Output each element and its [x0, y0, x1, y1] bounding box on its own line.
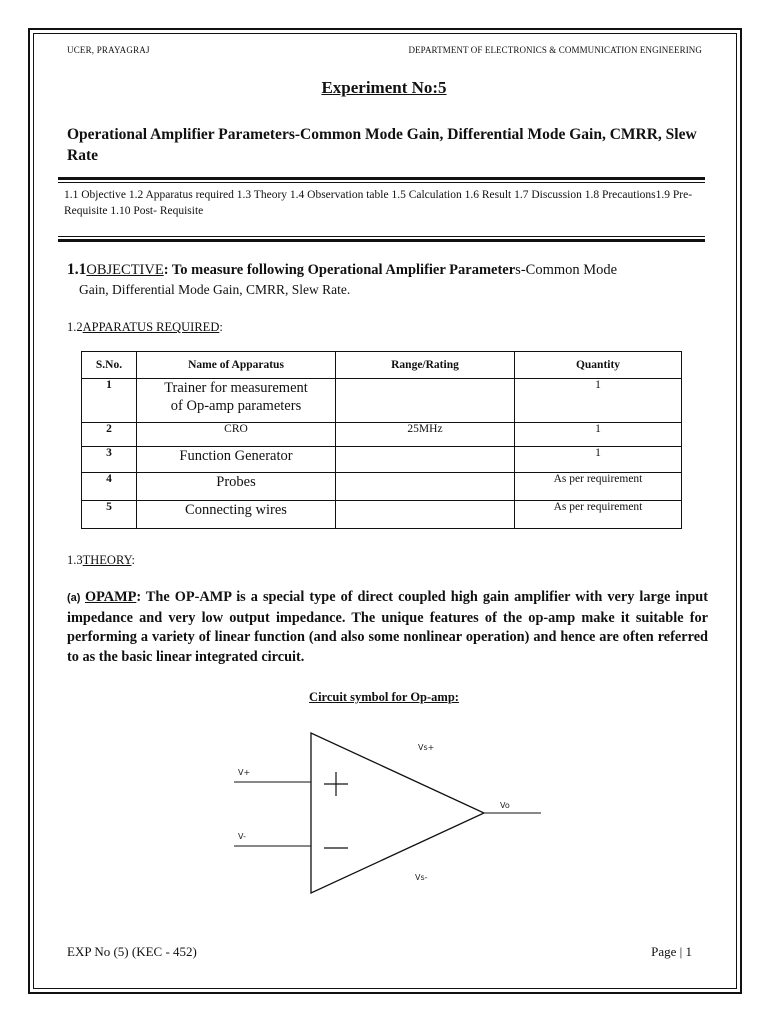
header-institute: UCER, PRAYAGRAJ [67, 45, 150, 55]
footer-page-number: Page | 1 [651, 944, 692, 959]
opamp-triangle [311, 733, 484, 893]
header-name: Name of Apparatus [137, 352, 336, 379]
apparatus-number: 1.2 [67, 320, 83, 334]
row-sno: 2 [82, 423, 137, 447]
label-vs-plus: Vs+ [418, 743, 435, 752]
objective-label: OBJECTIVE [86, 262, 164, 278]
theory-para-label: OPAMP [84, 589, 137, 605]
main-title: Operational Amplifier Parameters-Common Mode Gain, Differential Mode Gain, CMRR, Slew Rate [67, 126, 697, 164]
figure-caption: Circuit symbol for Op-amp: [309, 690, 459, 704]
label-vo: Vo [500, 801, 510, 810]
label-v-minus: V- [238, 832, 246, 841]
row-range: 25MHz [336, 423, 515, 447]
theory-para-text: : The OP-AMP is a special type of direct coupled high gain amplifier with very large input impedance and very low output impedance. The unique features of the op-amp make it suitable for performing a variety of linear function (and also some nonlinear operation) and hence are often referred to as the basic linear integrated circuit. [67, 589, 708, 665]
row-qty: 1 [515, 379, 682, 423]
label-vs-minus: Vs- [415, 873, 428, 882]
row-sno: 4 [82, 473, 137, 501]
header-quantity: Quantity [515, 352, 682, 379]
objective-text-normal: s-Common Mode [515, 262, 618, 278]
apparatus-label: APPARATUS REQUIRED [82, 320, 220, 334]
theory-number: 1.3 [67, 553, 83, 567]
experiment-title: Experiment No:5 [321, 78, 447, 97]
row-name-line1: Trainer for measurement [164, 380, 308, 396]
theory-label: THEORY [82, 553, 132, 567]
objective-continuation: Gain, Differential Mode Gain, CMRR, Slew Rate. [79, 282, 351, 297]
apparatus-suffix: : [219, 320, 223, 334]
objective-number: 1.1 [67, 261, 87, 278]
row-sno: 5 [82, 501, 137, 529]
row-qty: 1 [515, 423, 682, 447]
row-sno: 3 [82, 447, 137, 473]
objective-text-bold: : To measure following Operational Amplifier Parameter [163, 262, 516, 278]
table-of-contents: 1.1 Objective 1.2 Apparatus required 1.3 Theory 1.4 Observation table 1.5 Calculation 1.6 Result 1.7 Discussion 1.8 Precautions1.9 Pre-Requisite 1.10 Post- Requisite [64, 189, 693, 217]
header-range: Range/Rating [336, 352, 515, 379]
header-department: DEPARTMENT OF ELECTRONICS & COMMUNICATION ENGINEERING [408, 45, 702, 55]
row-name: Connecting wires [137, 501, 336, 529]
row-name: CRO [137, 423, 336, 447]
label-v-plus: V+ [238, 768, 251, 777]
row-name: Function Generator [137, 447, 336, 473]
row-name-line2: of Op-amp parameters [170, 398, 302, 414]
theory-para-prefix: (a) [67, 592, 85, 604]
row-qty: 1 [515, 447, 682, 473]
row-sno: 1 [82, 379, 137, 423]
row-qty: As per requirement [515, 473, 682, 501]
row-name: Probes [137, 473, 336, 501]
footer-exp-code: EXP No (5) (KEC - 452) [67, 944, 197, 959]
header-sno: S.No. [82, 352, 137, 379]
theory-suffix: : [131, 553, 135, 567]
row-qty: As per requirement [515, 501, 682, 529]
